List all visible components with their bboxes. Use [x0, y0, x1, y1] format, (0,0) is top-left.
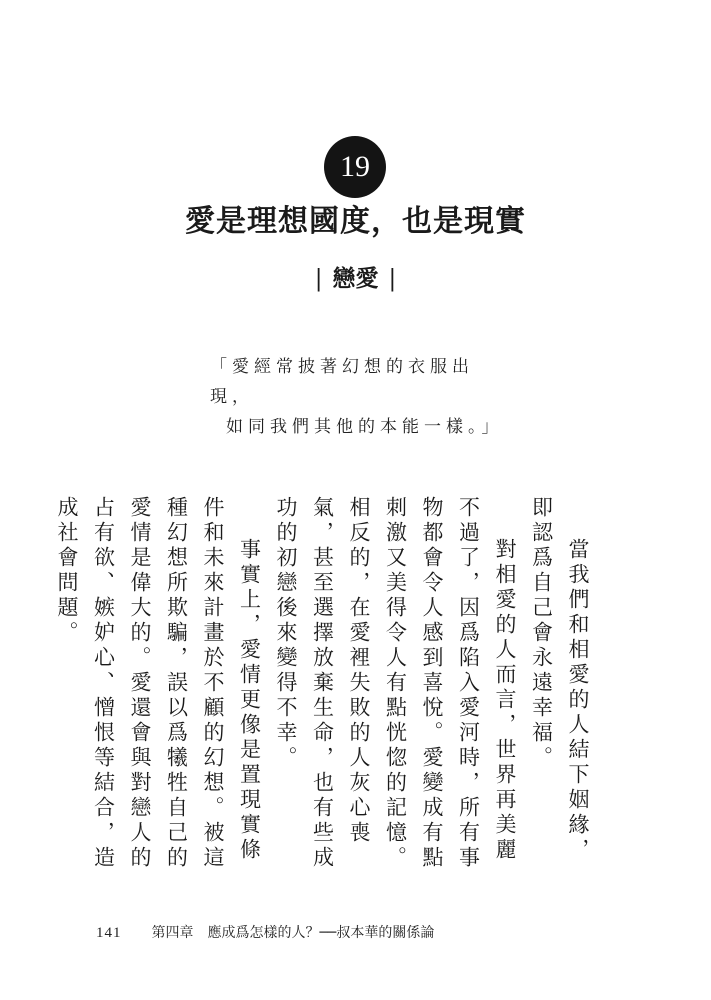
paragraph: 事實上，愛情更像是置現實條件和未來計畫於不顧的幻想。被這種幻想所欺騙，誤以爲犧牲自己的愛情是偉大的。愛還會與對戀人的占有欲、嫉妒心、憎恨等結合，造成社會問題。	[55, 496, 262, 871]
paragraph: 當我們和相愛的人結下姻緣，即認爲自己會永遠幸福。	[529, 496, 590, 863]
subtitle-label: 戀愛	[332, 265, 379, 292]
quote-line-1: 「愛經常披著幻想的衣服出現，	[210, 357, 474, 407]
page-number: 141	[96, 925, 122, 941]
paragraph: 對相愛的人而言，世界再美麗不過了，因爲陷入愛河時，所有事物都會令人感到喜悅。愛變成有點刺激又美得令人有點恍惚的記憶。相反的，在愛裡失敗的人灰心喪氣，甚至選擇放棄生命，也有些成功的初戀後來變得不幸。	[274, 496, 517, 871]
subtitle-right-bar: |	[388, 266, 397, 292]
subtitle-left-bar: |	[314, 266, 323, 292]
body-text-vertical	[49, 496, 597, 876]
chapter-number: 19	[340, 150, 370, 183]
running-head: 第四章 應成爲怎樣的人？──叔本華的關係論	[151, 925, 435, 941]
epigraph-quote	[210, 352, 510, 442]
chapter-subtitle	[0, 260, 711, 293]
page-footer	[96, 922, 434, 942]
chapter-title: 愛是理想國度，也是現實	[185, 204, 526, 239]
chapter-number-badge	[324, 136, 386, 198]
quote-line-2: 如同我們其他的本能一樣。」	[226, 417, 504, 437]
